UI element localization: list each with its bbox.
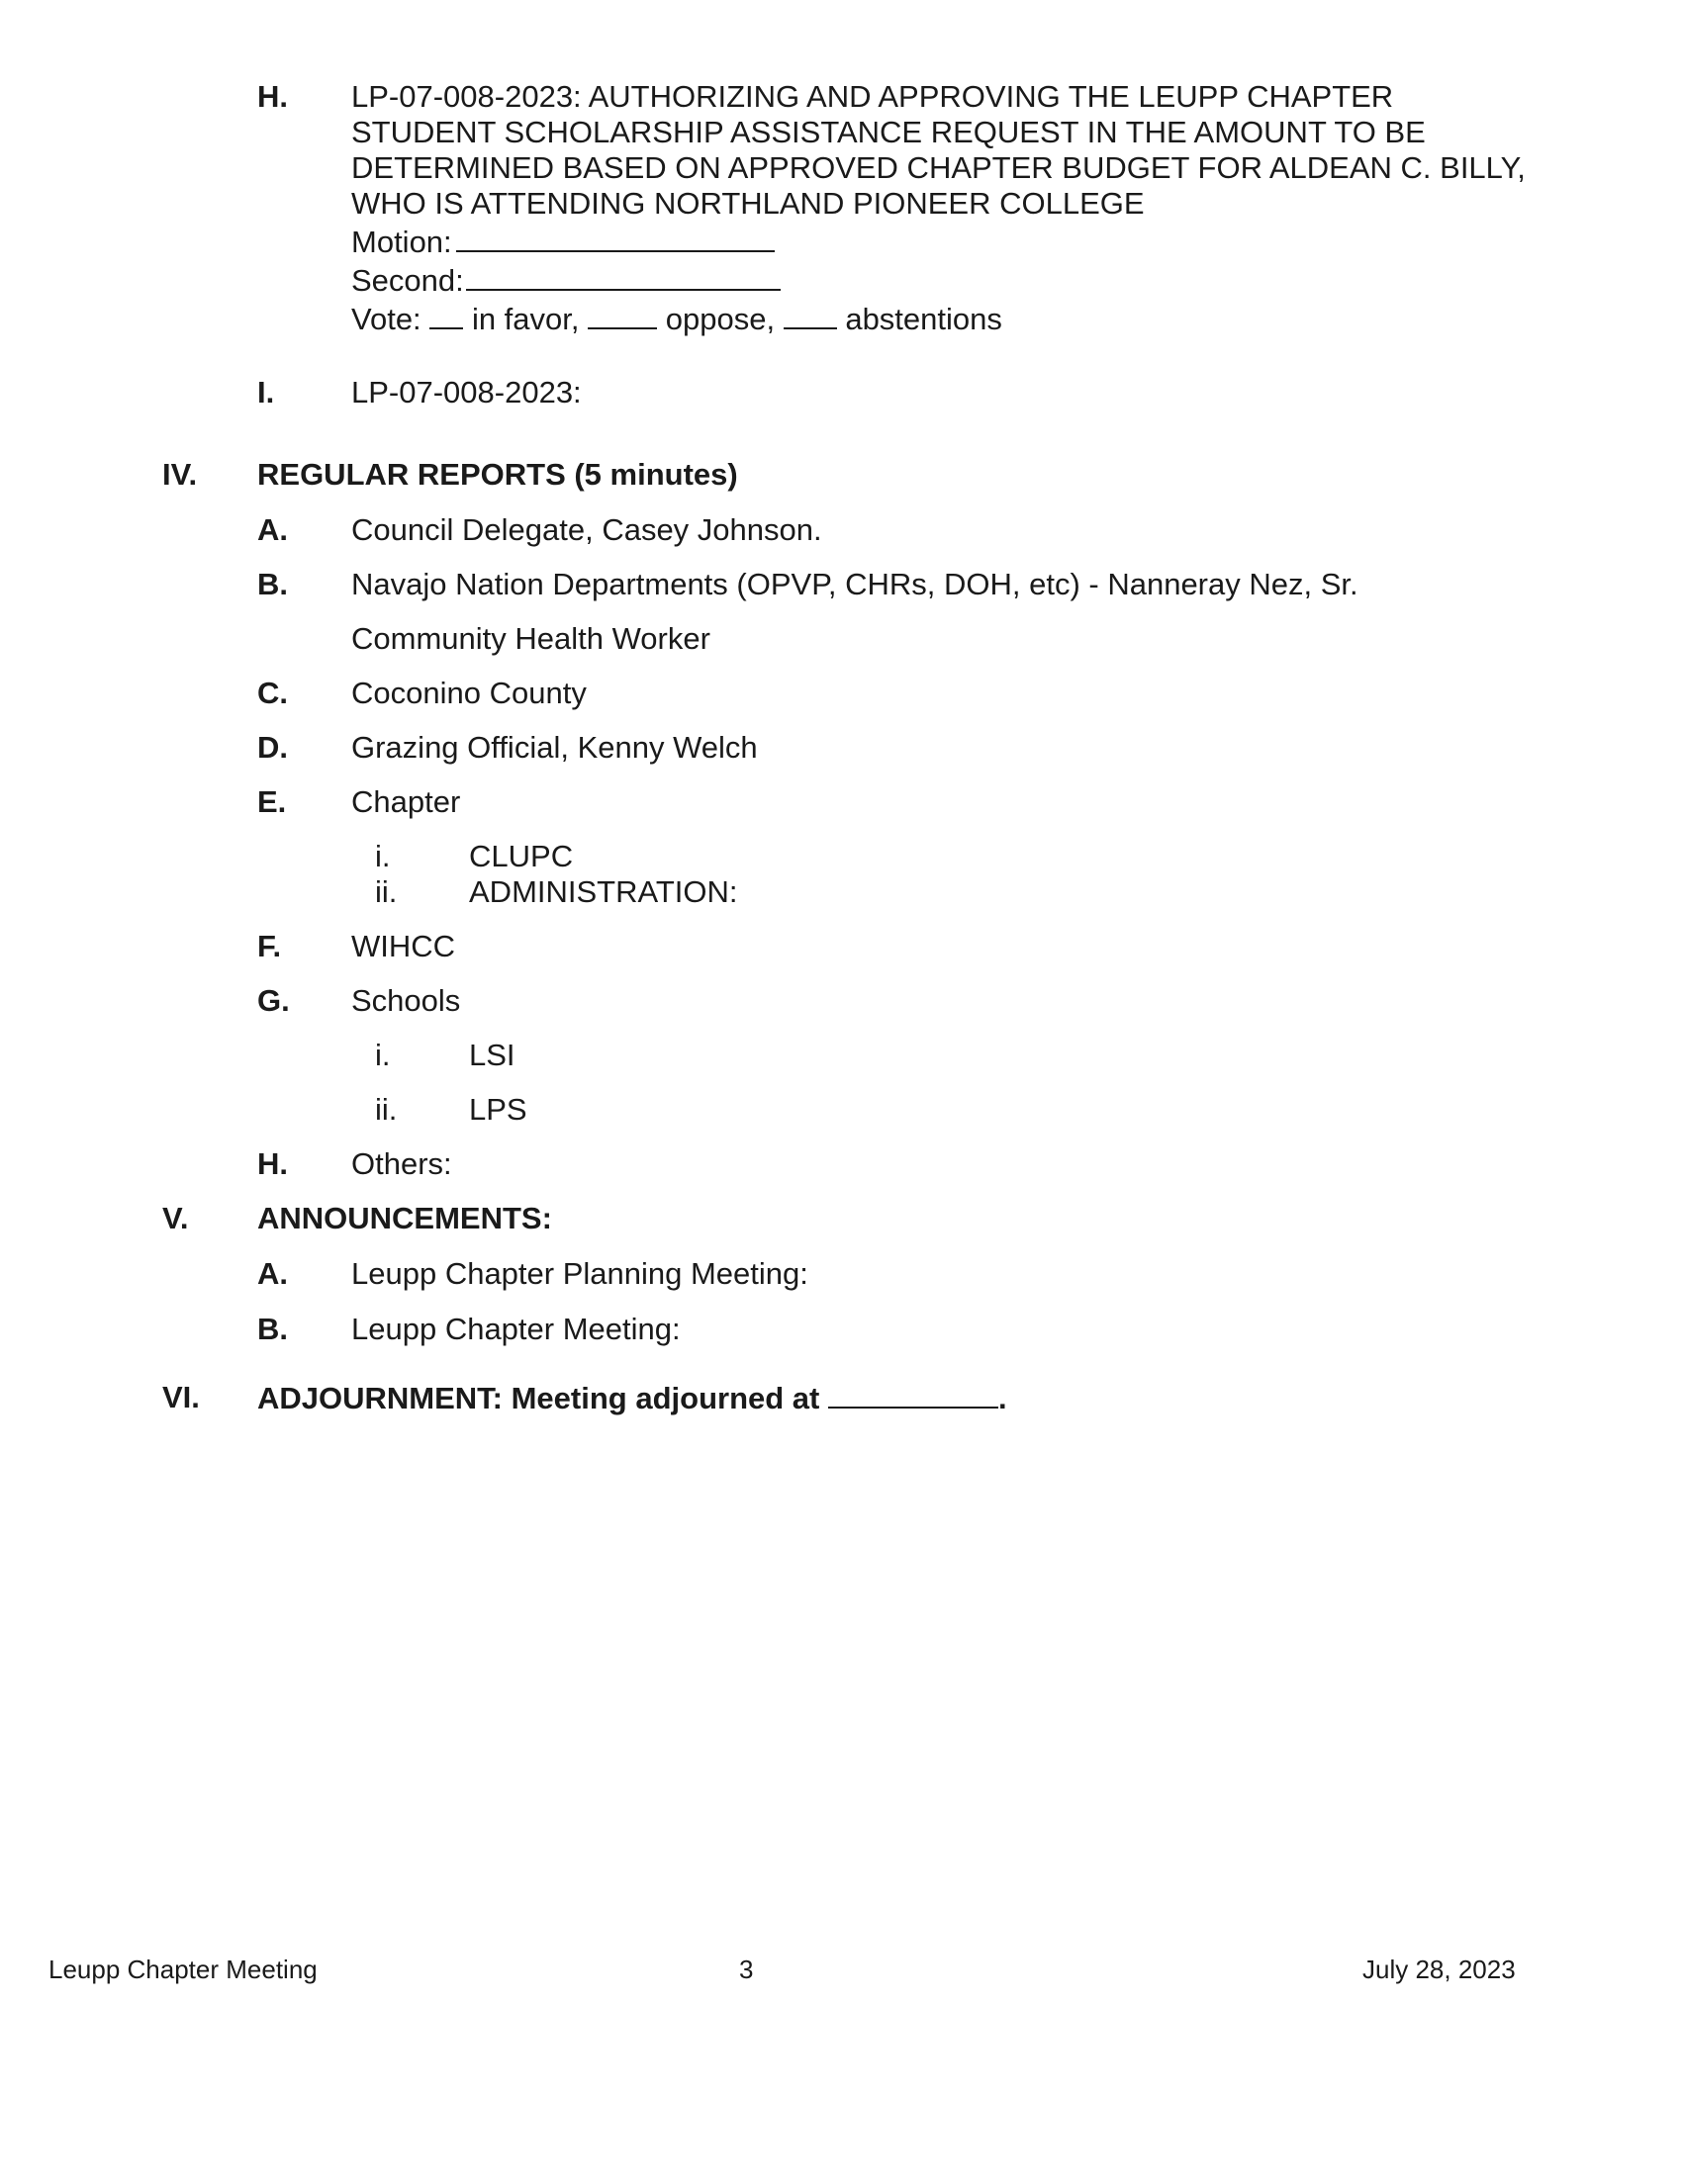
report-e-letter: E. bbox=[257, 784, 287, 819]
report-b-text: Navajo Nation Departments (OPVP, CHRs, DOH, etc) - Nanneray Nez, Sr. bbox=[351, 567, 1358, 601]
report-e-sub-ii-num: ii. bbox=[375, 874, 398, 909]
report-g-sub-ii-num: ii. bbox=[375, 1092, 398, 1127]
report-g-sub-i-num: i. bbox=[375, 1038, 391, 1072]
report-h-text: Others: bbox=[351, 1146, 452, 1181]
oppose-blank[interactable] bbox=[588, 301, 657, 329]
report-c-text: Coconino County bbox=[351, 676, 587, 710]
item-i-text: LP-07-008-2023: bbox=[351, 375, 582, 410]
report-g-text: Schools bbox=[351, 983, 461, 1018]
announcement-a-letter: A. bbox=[257, 1256, 288, 1291]
motion-blank[interactable] bbox=[456, 224, 775, 252]
section-v-title: ANNOUNCEMENTS: bbox=[257, 1201, 552, 1235]
section-vi-period: . bbox=[997, 1381, 1007, 1415]
announcement-b-letter: B. bbox=[257, 1312, 288, 1346]
footer-page-number: 3 bbox=[739, 1955, 754, 1984]
report-a-text: Council Delegate, Casey Johnson. bbox=[351, 512, 822, 547]
abstentions-label: abstentions bbox=[845, 302, 1002, 336]
section-vi-numeral: VI. bbox=[162, 1380, 200, 1414]
second-label: Second: bbox=[351, 263, 464, 298]
report-f-letter: F. bbox=[257, 929, 282, 963]
abstentions-blank[interactable] bbox=[784, 301, 837, 329]
report-c-letter: C. bbox=[257, 676, 288, 710]
section-vi-title: ADJOURNMENT: Meeting adjourned at bbox=[257, 1381, 820, 1415]
adjourned-time-blank[interactable] bbox=[828, 1380, 998, 1409]
second-row bbox=[351, 262, 781, 299]
section-iv-title: REGULAR REPORTS (5 minutes) bbox=[257, 457, 738, 492]
report-a-letter: A. bbox=[257, 512, 288, 547]
item-h-line-4: WHO IS ATTENDING NORTHLAND PIONEER COLLEGE bbox=[351, 186, 1145, 221]
report-e-text: Chapter bbox=[351, 784, 461, 819]
report-e-sub-i-text: CLUPC bbox=[469, 839, 574, 873]
section-v-numeral: V. bbox=[162, 1201, 189, 1235]
in-favor-label: in favor, bbox=[471, 302, 580, 336]
report-d-letter: D. bbox=[257, 730, 288, 765]
report-g-letter: G. bbox=[257, 983, 290, 1018]
section-iv-numeral: IV. bbox=[162, 457, 198, 492]
report-f-text: WIHCC bbox=[351, 929, 456, 963]
motion-label: Motion: bbox=[351, 225, 452, 259]
oppose-label: oppose, bbox=[665, 302, 776, 336]
in-favor-blank[interactable] bbox=[429, 301, 463, 329]
item-i-letter: I. bbox=[257, 375, 275, 410]
report-g-sub-i-text: LSI bbox=[469, 1038, 515, 1072]
item-h-line-2: STUDENT SCHOLARSHIP ASSISTANCE REQUEST IN THE AMOUNT TO BE bbox=[351, 115, 1426, 149]
report-e-sub-ii-text: ADMINISTRATION: bbox=[469, 874, 738, 909]
item-h-line-3: DETERMINED BASED ON APPROVED CHAPTER BUDGET FOR ALDEAN C. BILLY, bbox=[351, 150, 1526, 185]
vote-label: Vote: bbox=[351, 302, 421, 336]
report-b-letter: B. bbox=[257, 567, 288, 601]
section-vi-line bbox=[257, 1380, 1007, 1416]
footer-meeting-name: Leupp Chapter Meeting bbox=[48, 1955, 318, 1984]
item-h-line-1: LP-07-008-2023: AUTHORIZING AND APPROVING THE LEUPP CHAPTER bbox=[351, 79, 1394, 114]
vote-row bbox=[351, 301, 1002, 337]
report-g-sub-ii-text: LPS bbox=[469, 1092, 527, 1127]
report-e-sub-i-num: i. bbox=[375, 839, 391, 873]
announcement-b-text: Leupp Chapter Meeting: bbox=[351, 1312, 681, 1346]
footer-date: July 28, 2023 bbox=[1362, 1955, 1516, 1984]
motion-row bbox=[351, 224, 775, 260]
report-d-text: Grazing Official, Kenny Welch bbox=[351, 730, 758, 765]
report-b-text-2: Community Health Worker bbox=[351, 621, 710, 656]
second-blank[interactable] bbox=[466, 262, 781, 291]
announcement-a-text: Leupp Chapter Planning Meeting: bbox=[351, 1256, 808, 1291]
report-h-letter: H. bbox=[257, 1146, 288, 1181]
item-h-letter: H. bbox=[257, 79, 288, 114]
